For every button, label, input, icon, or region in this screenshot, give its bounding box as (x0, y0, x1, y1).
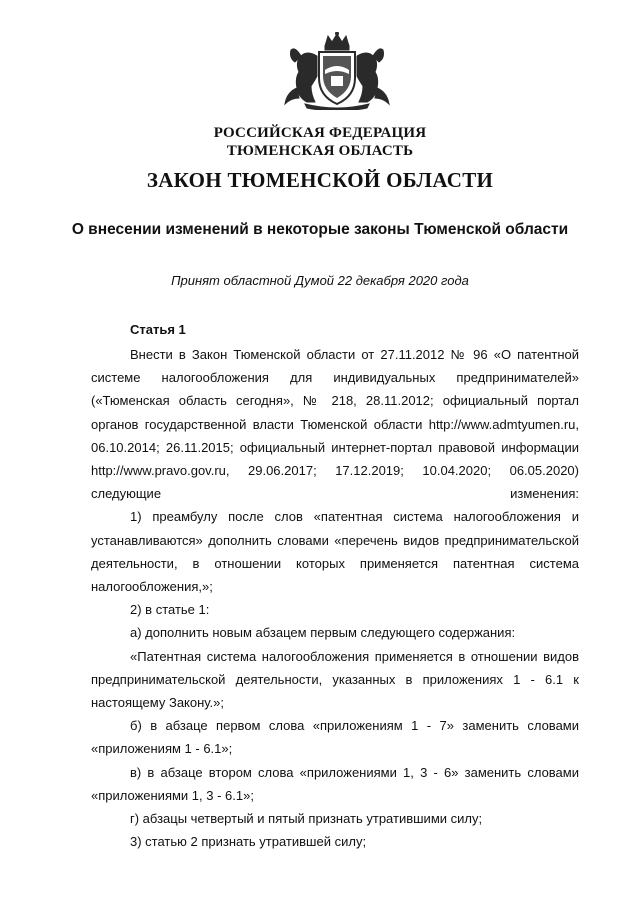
paragraph-intro: Внести в Закон Тюменской области от 27.11.2012 № 96 «О патентной системе налогообложения для индивидуальных предпринимателей» («Тюменская область сегодня», № 218, 28.11.2012; официальный портал органов государственной власти Тюменской области http://www.admtyumen.ru, 06.10.2014; 26.11.2015; официальный интернет-портал правовой информации http://www.pravo.gov.ru, 29.06.2017; 17.12.2019; 10.04.2020; 06.05.2020) следующие изменения: (91, 347, 579, 502)
paragraph-item-2a: а) дополнить новым абзацем первым следующего содержания: (130, 625, 516, 641)
article-body (91, 343, 579, 853)
paragraph-quote: «Патентная система налогообложения применяется в отношении видов предпринимательской деятельности, указанных в приложениях 1 - 6.1 к настоящему Закону.»; (91, 648, 579, 711)
law-heading: ЗАКОН ТЮМЕНСКОЙ ОБЛАСТИ (146, 168, 494, 192)
country-heading: РОССИЙСКАЯ ФЕДЕРАЦИЯ (213, 125, 427, 141)
adoption-note: Принят областной Думой 22 декабря 2020 года (171, 273, 469, 288)
paragraph-item-2v: в) в абзаце втором слова «приложениями 1, 3 - 6» заменить словами «приложениями 1, 3 - 6.1»; (91, 764, 579, 803)
article-heading: Статья 1 (130, 322, 186, 337)
document-title: О внесении изменений в некоторые законы Тюменской области (71, 221, 569, 238)
paragraph-item-3: 3) статью 2 признать утратившей силу; (130, 834, 367, 850)
tyumen-region-coat-of-arms-icon (281, 32, 393, 110)
paragraph-item-1: 1) преамбулу после слов «патентная система налогообложения и устанавливаются» дополнить словами «перечень видов предпринимательской деятельности, в отношении которых применяется патентная система налогообложения,»; (91, 509, 579, 595)
paragraph-item-2: 2) в статье 1: (130, 602, 210, 618)
region-heading: ТЮМЕНСКАЯ ОБЛАСТЬ (226, 143, 414, 159)
paragraph-item-2b: б) в абзаце первом слова «приложениям 1 - 7» заменить словами «приложениям 1 - 6.1»; (91, 718, 579, 757)
paragraph-item-2g: г) абзацы четвертый и пятый признать утратившими силу; (130, 811, 483, 827)
